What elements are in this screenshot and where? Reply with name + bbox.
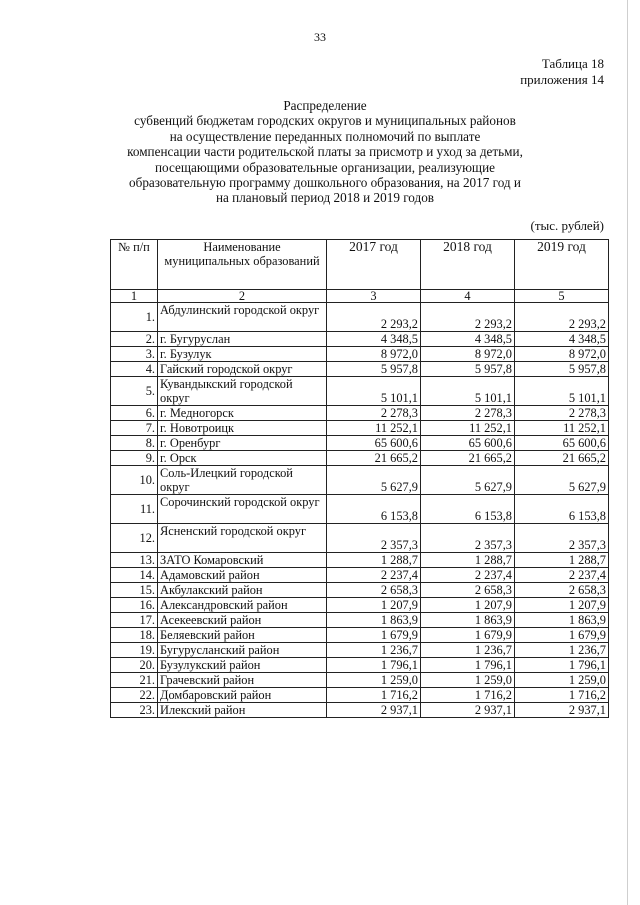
document-title	[110, 98, 540, 206]
value-2017: 6 153,8	[327, 495, 421, 524]
value-2019: 1 207,9	[515, 598, 609, 613]
row-number: 22.	[111, 688, 158, 703]
appendix-number: приложения 14	[520, 72, 604, 87]
title-line: субвенций бюджетам городских округов и муниципальных районов	[134, 113, 516, 129]
municipality-name: Адамовский район	[158, 568, 327, 583]
table-row	[111, 688, 609, 703]
municipality-name: Ясненский городской округ	[158, 524, 327, 553]
value-2018: 2 937,1	[421, 703, 515, 718]
value-2017: 1 236,7	[327, 643, 421, 658]
value-2018: 5 957,8	[421, 362, 515, 377]
table-row	[111, 451, 609, 466]
value-2017: 1 288,7	[327, 553, 421, 568]
value-2019: 4 348,5	[515, 332, 609, 347]
value-2017: 1 259,0	[327, 673, 421, 688]
municipality-name: г. Медногорск	[158, 406, 327, 421]
municipality-name: г. Орск	[158, 451, 327, 466]
table-header-row	[111, 240, 609, 290]
row-number: 10.	[111, 466, 158, 495]
table-row	[111, 347, 609, 362]
value-2017: 5 101,1	[327, 377, 421, 406]
municipality-name: Асекеевский район	[158, 613, 327, 628]
value-2017: 2 293,2	[327, 303, 421, 332]
title-line: компенсации части родительской платы за присмотр и уход за детьми,	[127, 144, 523, 160]
municipality-name: Александровский район	[158, 598, 327, 613]
value-2017: 1 679,9	[327, 628, 421, 643]
row-number: 20.	[111, 658, 158, 673]
value-2018: 1 796,1	[421, 658, 515, 673]
value-2019: 1 863,9	[515, 613, 609, 628]
value-2018: 5 101,1	[421, 377, 515, 406]
value-2018: 1 288,7	[421, 553, 515, 568]
row-number: 11.	[111, 495, 158, 524]
table-row	[111, 703, 609, 718]
value-2017: 1 207,9	[327, 598, 421, 613]
value-2019: 2 357,3	[515, 524, 609, 553]
row-number: 17.	[111, 613, 158, 628]
table-row	[111, 553, 609, 568]
table-row	[111, 628, 609, 643]
value-2019: 5 627,9	[515, 466, 609, 495]
value-2018: 6 153,8	[421, 495, 515, 524]
value-2017: 2 237,4	[327, 568, 421, 583]
value-2017: 5 627,9	[327, 466, 421, 495]
municipality-name: Акбулакский район	[158, 583, 327, 598]
title-line: посещающими образовательные организации, реализующие	[155, 159, 495, 175]
row-number: 8.	[111, 436, 158, 451]
value-2018: 65 600,6	[421, 436, 515, 451]
municipality-name: г. Бузулук	[158, 347, 327, 362]
value-2018: 1 863,9	[421, 613, 515, 628]
municipality-name: Абдулинский городской округ	[158, 303, 327, 332]
value-2019: 5 957,8	[515, 362, 609, 377]
value-2019: 5 101,1	[515, 377, 609, 406]
municipality-name: Илекский район	[158, 703, 327, 718]
row-number: 15.	[111, 583, 158, 598]
units-label: (тыс. рублей)	[530, 218, 604, 233]
row-number: 5.	[111, 377, 158, 406]
value-2017: 8 972,0	[327, 347, 421, 362]
header-2019: 2019 год	[515, 240, 609, 290]
value-2017: 1 716,2	[327, 688, 421, 703]
column-index: 5	[515, 290, 609, 303]
value-2018: 2 293,2	[421, 303, 515, 332]
value-2019: 2 237,4	[515, 568, 609, 583]
column-index: 2	[158, 290, 327, 303]
municipality-name: г. Бугуруслан	[158, 332, 327, 347]
value-2019: 1 259,0	[515, 673, 609, 688]
header-number: № п/п	[111, 240, 158, 290]
title-heading: Распределение	[283, 98, 367, 113]
header-2018: 2018 год	[421, 240, 515, 290]
row-number: 4.	[111, 362, 158, 377]
municipality-name: Бугурусланский район	[158, 643, 327, 658]
table-row	[111, 643, 609, 658]
row-number: 23.	[111, 703, 158, 718]
row-number: 12.	[111, 524, 158, 553]
row-number: 14.	[111, 568, 158, 583]
municipality-name: г. Оренбург	[158, 436, 327, 451]
value-2018: 4 348,5	[421, 332, 515, 347]
value-2019: 1 679,9	[515, 628, 609, 643]
municipality-name: Домбаровский район	[158, 688, 327, 703]
row-number: 13.	[111, 553, 158, 568]
table-row	[111, 362, 609, 377]
row-number: 16.	[111, 598, 158, 613]
value-2017: 1 863,9	[327, 613, 421, 628]
municipality-name: ЗАТО Комаровский	[158, 553, 327, 568]
row-number: 9.	[111, 451, 158, 466]
row-number: 3.	[111, 347, 158, 362]
distribution-table	[110, 239, 609, 718]
table-row	[111, 673, 609, 688]
header-2017: 2017 год	[327, 240, 421, 290]
value-2019: 2 937,1	[515, 703, 609, 718]
table-row	[111, 598, 609, 613]
column-index-row	[111, 290, 609, 303]
value-2019: 21 665,2	[515, 451, 609, 466]
value-2019: 6 153,8	[515, 495, 609, 524]
value-2019: 2 658,3	[515, 583, 609, 598]
value-2017: 2 357,3	[327, 524, 421, 553]
value-2018: 2 357,3	[421, 524, 515, 553]
value-2018: 8 972,0	[421, 347, 515, 362]
value-2018: 5 627,9	[421, 466, 515, 495]
title-line: на плановый период 2018 и 2019 годов	[215, 190, 435, 206]
column-index: 1	[111, 290, 158, 303]
value-2019: 11 252,1	[515, 421, 609, 436]
value-2017: 2 658,3	[327, 583, 421, 598]
row-number: 2.	[111, 332, 158, 347]
municipality-name: Бузулукский район	[158, 658, 327, 673]
value-2018: 2 658,3	[421, 583, 515, 598]
table-row	[111, 332, 609, 347]
value-2018: 21 665,2	[421, 451, 515, 466]
row-number: 7.	[111, 421, 158, 436]
value-2017: 11 252,1	[327, 421, 421, 436]
row-number: 6.	[111, 406, 158, 421]
value-2017: 1 796,1	[327, 658, 421, 673]
value-2018: 1 236,7	[421, 643, 515, 658]
table-row	[111, 421, 609, 436]
table-row	[111, 377, 609, 406]
value-2019: 2 293,2	[515, 303, 609, 332]
column-index: 4	[421, 290, 515, 303]
value-2019: 65 600,6	[515, 436, 609, 451]
value-2019: 2 278,3	[515, 406, 609, 421]
page-number: 33	[314, 30, 326, 44]
value-2018: 2 278,3	[421, 406, 515, 421]
value-2017: 4 348,5	[327, 332, 421, 347]
value-2018: 1 679,9	[421, 628, 515, 643]
value-2019: 8 972,0	[515, 347, 609, 362]
municipality-name: Грачевский район	[158, 673, 327, 688]
table-reference	[520, 56, 604, 88]
table-row	[111, 524, 609, 553]
value-2019: 1 716,2	[515, 688, 609, 703]
municipality-name: Гайский городской округ	[158, 362, 327, 377]
column-index: 3	[327, 290, 421, 303]
table-number: Таблица 18	[541, 56, 604, 71]
row-number: 18.	[111, 628, 158, 643]
municipality-name: г. Новотроицк	[158, 421, 327, 436]
municipality-name: Соль-Илецкий городской округ	[158, 466, 327, 495]
value-2017: 5 957,8	[327, 362, 421, 377]
value-2018: 11 252,1	[421, 421, 515, 436]
table-row	[111, 613, 609, 628]
value-2018: 1 207,9	[421, 598, 515, 613]
table-row	[111, 658, 609, 673]
title-line: на осуществление переданных полномочий по выплате	[169, 128, 481, 144]
table-row	[111, 495, 609, 524]
municipality-name: Кувандыкский городской округ	[158, 377, 327, 406]
table-row	[111, 466, 609, 495]
table-row	[111, 436, 609, 451]
table-row	[111, 303, 609, 332]
table-row	[111, 583, 609, 598]
value-2017: 21 665,2	[327, 451, 421, 466]
value-2017: 2 278,3	[327, 406, 421, 421]
value-2018: 1 716,2	[421, 688, 515, 703]
scan-edge-line	[627, 0, 628, 905]
value-2017: 65 600,6	[327, 436, 421, 451]
row-number: 19.	[111, 643, 158, 658]
table-row	[111, 568, 609, 583]
title-line: образовательную программу дошкольного образования, на 2017 год и	[129, 175, 521, 191]
value-2017: 2 937,1	[327, 703, 421, 718]
value-2019: 1 796,1	[515, 658, 609, 673]
municipality-name: Сорочинский городской округ	[158, 495, 327, 524]
municipality-name: Беляевский район	[158, 628, 327, 643]
value-2018: 2 237,4	[421, 568, 515, 583]
table-row	[111, 406, 609, 421]
value-2018: 1 259,0	[421, 673, 515, 688]
value-2019: 1 288,7	[515, 553, 609, 568]
value-2019: 1 236,7	[515, 643, 609, 658]
row-number: 21.	[111, 673, 158, 688]
row-number: 1.	[111, 303, 158, 332]
header-name: Наименование муниципальных образований	[158, 240, 327, 290]
